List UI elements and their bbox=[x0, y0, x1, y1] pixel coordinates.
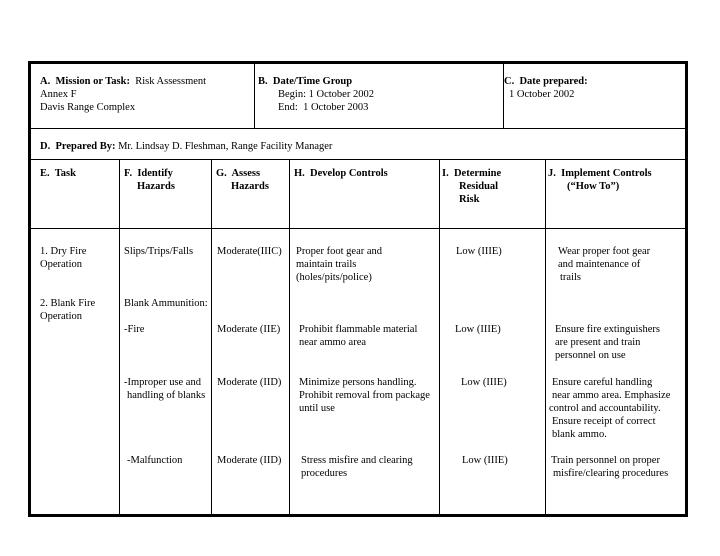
col-header-hazards-2: Hazards bbox=[137, 181, 175, 192]
row5-implement-2: misfire/clearing procedures bbox=[553, 468, 669, 479]
row4-controls-3: until use bbox=[299, 403, 335, 414]
mission-line-2: Annex F bbox=[40, 89, 77, 100]
row1-controls-2: maintain trails bbox=[296, 259, 357, 270]
mission-value: Risk Assessment bbox=[135, 76, 207, 87]
col-header-task: E. Task bbox=[40, 168, 76, 179]
mission-label: A. Mission or Task: bbox=[40, 76, 130, 87]
header-divider bbox=[31, 128, 688, 129]
row5-assess: Moderate (IID) bbox=[217, 455, 282, 466]
col-header-hazards-1: F. Identify bbox=[124, 168, 173, 179]
col-header-implement-2: (“How To”) bbox=[567, 181, 620, 192]
col-header-controls: H. Develop Controls bbox=[294, 168, 388, 179]
row1-task-2: Operation bbox=[40, 259, 82, 270]
dtg-end: End: 1 October 2003 bbox=[278, 102, 369, 113]
row4-risk: Low (IIIE) bbox=[461, 377, 507, 388]
col-header-residual-3: Risk bbox=[459, 194, 480, 205]
col-header-residual-2: Residual bbox=[459, 181, 499, 192]
row1-implement-2: and maintenance of bbox=[558, 259, 641, 270]
row4-hazard-2: handling of blanks bbox=[127, 390, 206, 401]
row3-controls-1: Prohibit flammable material bbox=[299, 324, 418, 335]
date-prepared-value: 1 October 2002 bbox=[509, 89, 575, 100]
row1-task-1: 1. Dry Fire bbox=[40, 246, 87, 257]
mission-block bbox=[40, 75, 206, 88]
row1-implement-1: Wear proper foot gear bbox=[558, 246, 651, 257]
row4-implement-3: control and accountability. bbox=[549, 403, 661, 414]
row3-implement-3: personnel on use bbox=[555, 350, 626, 361]
row3-implement-2: are present and train bbox=[555, 337, 641, 348]
row3-assess: Moderate (IIE) bbox=[217, 324, 281, 335]
mission-line-3: Davis Range Complex bbox=[40, 102, 136, 113]
col-divider-residual bbox=[545, 160, 546, 517]
col-divider-hazards bbox=[211, 160, 212, 517]
row2-task-1: 2. Blank Fire bbox=[40, 298, 96, 309]
row5-implement-1: Train personnel on proper bbox=[551, 455, 660, 466]
row4-implement-4: Ensure receipt of correct bbox=[552, 416, 656, 427]
row4-controls-2: Prohibit removal from package bbox=[299, 390, 430, 401]
row1-implement-3: trails bbox=[560, 272, 581, 283]
prepared-by-row bbox=[40, 140, 332, 153]
prepared-by-label: D. Prepared By: bbox=[40, 141, 116, 152]
row5-hazard: -Malfunction bbox=[127, 455, 183, 466]
row3-risk: Low (IIIE) bbox=[455, 324, 501, 335]
col-divider-controls bbox=[439, 160, 440, 517]
col-header-implement-1: J. Implement Controls bbox=[548, 168, 652, 179]
row2-hazard: Blank Ammunition: bbox=[124, 298, 208, 309]
row4-implement-1: Ensure careful handling bbox=[552, 377, 653, 388]
col-divider-task bbox=[119, 160, 120, 517]
row5-controls-2: procedures bbox=[301, 468, 348, 479]
row4-assess: Moderate (IID) bbox=[217, 377, 282, 388]
prepared-by-value: Mr. Lindsay D. Fleshman, Range Facility Manager bbox=[118, 141, 333, 152]
row3-implement-1: Ensure fire extinguishers bbox=[555, 324, 660, 335]
col-divider-assess bbox=[289, 160, 290, 517]
date-prepared-label: C. Date prepared: bbox=[504, 76, 588, 87]
column-header-divider bbox=[31, 228, 688, 229]
prepared-by-divider bbox=[31, 159, 688, 160]
header-col-divider-1 bbox=[254, 63, 255, 128]
row1-controls-3: (holes/pits/police) bbox=[296, 272, 372, 283]
row1-hazard: Slips/Trips/Falls bbox=[124, 246, 194, 257]
row1-risk: Low (IIIE) bbox=[456, 246, 502, 257]
row5-controls-1: Stress misfire and clearing bbox=[301, 455, 413, 466]
row3-controls-2: near ammo area bbox=[299, 337, 367, 348]
row4-implement-2: near ammo area. Emphasize bbox=[552, 390, 671, 401]
col-header-residual-1: I. Determine bbox=[442, 168, 502, 179]
row2-task-2: Operation bbox=[40, 311, 82, 322]
col-header-assess-2: Hazards bbox=[231, 181, 269, 192]
header-col-divider-2 bbox=[503, 63, 504, 128]
dtg-label: B. Date/Time Group bbox=[258, 76, 353, 87]
row4-implement-5: blank ammo. bbox=[552, 429, 607, 440]
row5-risk: Low (IIIE) bbox=[462, 455, 508, 466]
dtg-begin: Begin: 1 October 2002 bbox=[278, 89, 374, 100]
row3-hazard: -Fire bbox=[124, 324, 145, 335]
row4-controls-1: Minimize persons handling. bbox=[299, 377, 417, 388]
row1-controls-1: Proper foot gear and bbox=[296, 246, 383, 257]
risk-assessment-form bbox=[28, 61, 688, 517]
row1-assess: Moderate(IIIC) bbox=[217, 246, 282, 257]
row4-hazard-1: -Improper use and bbox=[124, 377, 201, 388]
col-header-assess-1: G. Assess bbox=[216, 168, 261, 179]
